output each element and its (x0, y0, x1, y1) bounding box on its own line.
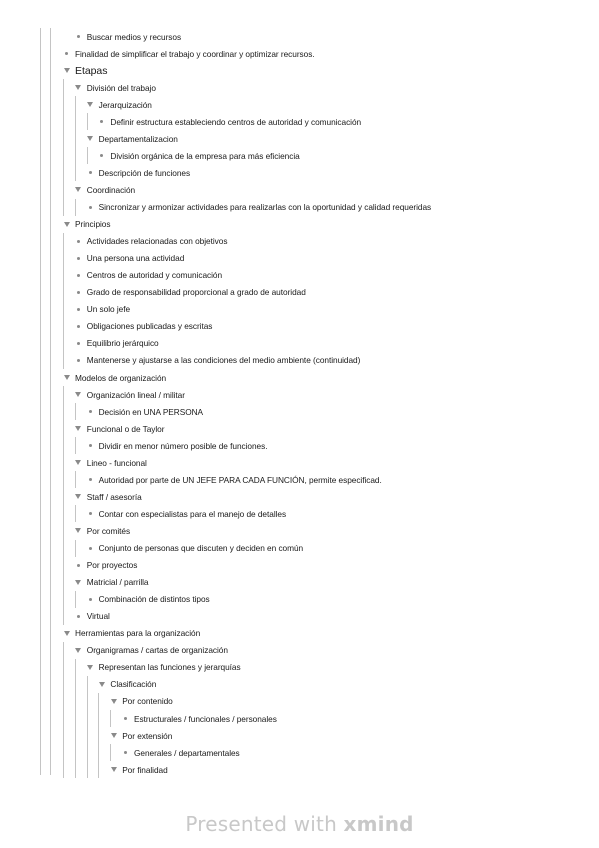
outline-item-label: Por comités (86, 525, 131, 536)
collapse-toggle-icon[interactable] (70, 488, 87, 505)
outline-item-label: Obligaciones publicadas y escritas (86, 321, 213, 332)
bullet-icon (70, 318, 87, 335)
outline-item (87, 386, 185, 403)
branch-guide-line (63, 642, 64, 778)
outline-item-label: Autoridad por parte de UN JEFE PARA CADA FUNCIÓN, permite especificad. (98, 474, 382, 485)
outline-item (134, 710, 277, 727)
outline-item-label: Finalidad de simplificar el trabajo y coordinar y optimizar recursos. (75, 48, 315, 59)
outline-item (87, 318, 213, 335)
bullet-icon (93, 113, 110, 130)
outline-item (87, 301, 130, 318)
bullet-icon (70, 233, 87, 250)
outline-item-label: Estructurales / funcionales / personales (134, 713, 277, 724)
bullet-icon (82, 540, 99, 557)
outline-item (122, 761, 167, 778)
outline-item (87, 233, 228, 250)
branch-guide-line (75, 505, 76, 522)
collapse-toggle-icon[interactable] (82, 130, 99, 147)
outline-item-label: Grado de responsabilidad proporcional a grado de autoridad (86, 287, 306, 298)
branch-guide-line (75, 437, 76, 454)
branch-guide-line (87, 147, 88, 164)
collapse-toggle-icon[interactable] (93, 676, 110, 693)
bullet-icon (82, 164, 99, 181)
outline-item (110, 113, 361, 130)
outline-item (87, 420, 165, 437)
outline-item-label: División orgánica de la empresa para más eficiencia (110, 150, 300, 161)
outline-item-label: Departamentalizacion (98, 133, 178, 144)
collapse-toggle-icon[interactable] (70, 454, 87, 471)
collapse-toggle-icon[interactable] (70, 420, 87, 437)
bullet-icon (70, 284, 87, 301)
outline-item-label: Jerarquización (98, 99, 152, 110)
outline-item-label: Representan las funciones y jerarquías (98, 662, 241, 673)
outline-item-label: Organización lineal / militar (86, 389, 185, 400)
outline-item (122, 693, 173, 710)
outline-item (87, 335, 159, 352)
branch-guide-line (75, 540, 76, 557)
branch-guide-line (75, 96, 76, 181)
bullet-icon (82, 437, 99, 454)
branch-guide-line (63, 233, 64, 369)
bullet-icon (70, 335, 87, 352)
outline-item-label: Combinación de distintos tipos (98, 594, 210, 605)
outline-item (87, 284, 306, 301)
outline-guide-line (40, 28, 41, 775)
outline-item (75, 45, 315, 62)
outline-item-label: Matricial / parrilla (86, 577, 149, 588)
outline-item (87, 454, 147, 471)
outline-item (110, 676, 156, 693)
outline-item-label: Conjunto de personas que discuten y deciden en común (98, 543, 304, 553)
outline-item-label: Etapas (75, 64, 108, 77)
outline-item-label: Generales / departamentales (134, 747, 240, 758)
outline-item-label: Equilibrio jerárquico (86, 338, 159, 349)
collapse-toggle-icon[interactable] (58, 369, 75, 386)
outline-item-label: Por extensión (122, 730, 173, 741)
outline-item (99, 505, 286, 522)
branch-guide-line (98, 693, 99, 778)
branch-guide-line (75, 403, 76, 420)
collapse-toggle-icon[interactable] (82, 96, 99, 113)
outline-item-label: Decisión en UNA PERSONA (98, 406, 204, 417)
outline-item-label: Coordinación (86, 184, 136, 195)
outline-item-label: Un solo jefe (86, 304, 131, 315)
bullet-icon (70, 28, 87, 45)
outline-item-label: Principios (75, 219, 111, 230)
collapse-toggle-icon[interactable] (70, 181, 87, 198)
branch-guide-line (75, 659, 76, 778)
collapse-toggle-icon[interactable] (70, 642, 87, 659)
collapse-toggle-icon[interactable] (58, 62, 75, 79)
bullet-icon (58, 45, 75, 62)
outline-item (110, 147, 299, 164)
bullet-icon (82, 403, 99, 420)
outline-item-label: Descripción de funciones (98, 167, 191, 178)
outline-item (99, 130, 178, 147)
outline-item (99, 199, 432, 216)
xmind-brand-logo: xmind (343, 812, 414, 836)
outline-item (87, 522, 130, 539)
branch-guide-line (63, 386, 64, 625)
outline-item-label: Funcional o de Taylor (86, 423, 165, 434)
branch-guide-line (110, 710, 111, 727)
bullet-icon (117, 710, 134, 727)
outline-item-label: División del trabajo (86, 82, 156, 93)
outline-item (75, 62, 107, 79)
branch-guide-line (87, 113, 88, 130)
outline-item-label: Modelos de organización (75, 372, 167, 383)
outline-item (99, 659, 241, 676)
branch-guide-line (75, 591, 76, 608)
outline-item (75, 216, 110, 233)
collapse-toggle-icon[interactable] (70, 386, 87, 403)
bullet-icon (70, 267, 87, 284)
footer-prefix: Presented with (185, 812, 337, 836)
outline-item (99, 471, 382, 488)
outline-item-label: Buscar medios y recursos (86, 31, 182, 42)
outline-item-label: Contar con especialistas para el manejo de detalles (98, 508, 287, 519)
outline-item (99, 591, 210, 608)
outline-item (87, 352, 361, 369)
bullet-icon (93, 147, 110, 164)
collapse-toggle-icon[interactable] (70, 574, 87, 591)
outline-item-label: Organigramas / cartas de organización (86, 645, 228, 656)
bullet-icon (70, 250, 87, 267)
outline-item (99, 96, 152, 113)
bullet-icon (82, 591, 99, 608)
outline-guide-line (50, 28, 51, 775)
outline-item (87, 557, 138, 574)
outline-item-label: Por finalidad (122, 764, 168, 775)
outline-item (75, 625, 200, 642)
outline-item (87, 250, 184, 267)
outline-item-label: Definir estructura estableciendo centros de autoridad y comunicación (110, 116, 362, 127)
outline-item-label: Clasificación (110, 679, 157, 690)
branch-guide-line (110, 744, 111, 761)
outline-item-label: Sincronizar y armonizar actividades para realizarlas con la oportunidad y calidad requeridas (98, 202, 432, 212)
presented-with-footer (0, 812, 599, 836)
outline-item (75, 369, 166, 386)
outline-item (87, 574, 149, 591)
branch-guide-line (75, 471, 76, 488)
outline-item-label: Actividades relacionadas con objetivos (86, 236, 228, 247)
outline-item (99, 540, 304, 557)
collapse-toggle-icon[interactable] (58, 216, 75, 233)
outline-item-label: Una persona una actividad (86, 253, 185, 264)
outline-item-label: Herramientas para la organización (75, 628, 201, 639)
bullet-icon (82, 471, 99, 488)
outline-item-label: Mantenerse y ajustarse a las condiciones del medio ambiente (continuidad) (86, 355, 361, 366)
bullet-icon (70, 557, 87, 574)
branch-guide-line (75, 199, 76, 216)
branch-guide-line (63, 79, 64, 215)
outline-item (87, 642, 228, 659)
outline-item (99, 437, 268, 454)
outline-item-label: Dividir en menor número posible de funciones. (98, 440, 268, 451)
collapse-toggle-icon[interactable] (58, 625, 75, 642)
bullet-icon (70, 608, 87, 625)
collapse-toggle-icon[interactable] (105, 761, 122, 778)
bullet-icon (82, 199, 99, 216)
outline-item (87, 267, 222, 284)
outline-item (87, 28, 181, 45)
collapse-toggle-icon[interactable] (70, 522, 87, 539)
bullet-icon (82, 505, 99, 522)
outline-item (87, 79, 156, 96)
outline-item-label: Centros de autoridad y comunicación (86, 270, 223, 281)
branch-guide-line (87, 676, 88, 778)
collapse-toggle-icon[interactable] (82, 659, 99, 676)
bullet-icon (70, 352, 87, 369)
outline-item (122, 727, 172, 744)
outline-item (99, 164, 191, 181)
collapse-toggle-icon[interactable] (105, 693, 122, 710)
collapse-toggle-icon[interactable] (105, 727, 122, 744)
outline-item (99, 403, 203, 420)
outline-item-label: Por contenido (122, 696, 173, 707)
outline-item-label: Por proyectos (86, 560, 138, 571)
outline-item (134, 744, 240, 761)
bullet-icon (117, 744, 134, 761)
outline-item-label: Staff / asesoría (86, 491, 142, 502)
collapse-toggle-icon[interactable] (70, 79, 87, 96)
outline-item-label: Lineo - funcional (86, 457, 147, 468)
outline-item (87, 181, 135, 198)
outline-item (87, 488, 142, 505)
outline-item (87, 608, 110, 625)
bullet-icon (70, 301, 87, 318)
outline-item-label: Virtual (86, 611, 110, 622)
